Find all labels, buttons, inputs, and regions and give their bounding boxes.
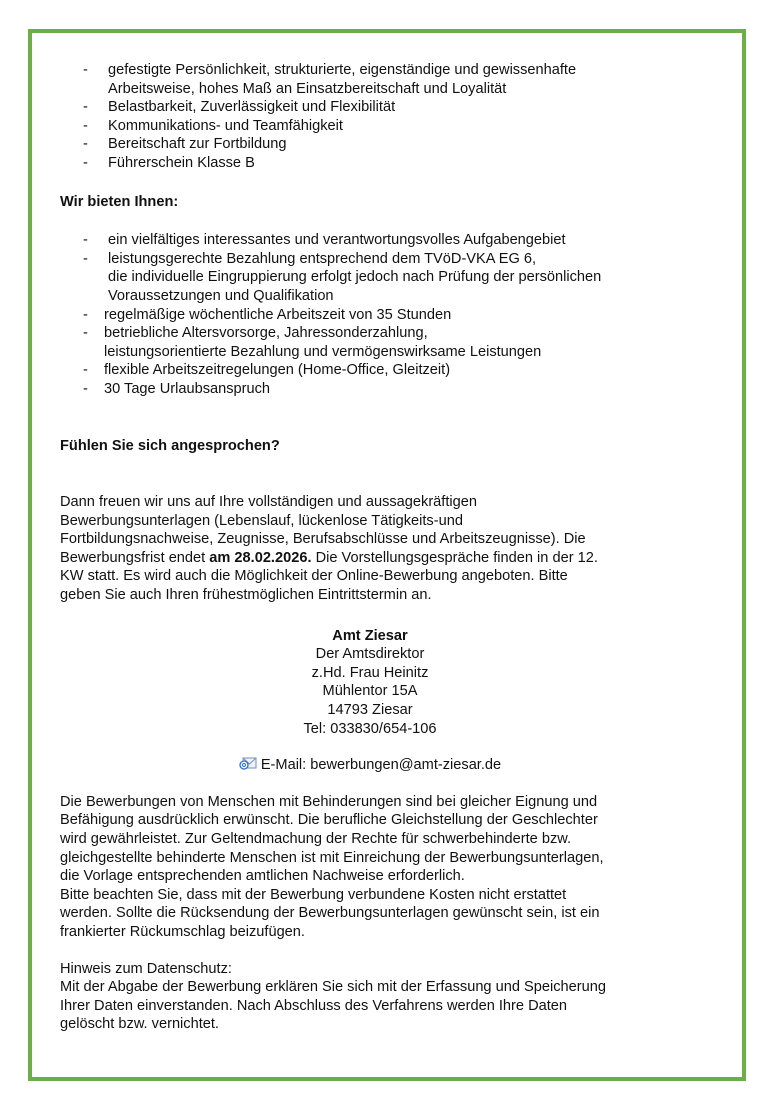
- address-phone: Tel: 033830/654-106: [303, 720, 437, 737]
- offer-item-text: leistungsgerechte Bezahlung entsprechend dem TVöD-VKA EG 6,: [108, 250, 537, 267]
- apply-line-5: KW statt. Es wird auch die Möglichkeit der Online-Bewerbung angeboten. Bitte: [60, 568, 568, 585]
- offer-heading: Wir bieten Ihnen:: [60, 193, 179, 210]
- requirement-item: [60, 154, 680, 173]
- address-title: Der Amtsdirektor: [315, 646, 425, 663]
- disability-line: werden. Sollte die Rücksendung der Bewerbungsunterlagen gewünscht sein, ist ein: [60, 905, 600, 922]
- privacy-paragraph: [60, 960, 680, 1034]
- offer-item: [60, 361, 680, 380]
- offer-item: [60, 231, 680, 250]
- bullet-dash: -: [83, 154, 88, 171]
- offer-item-text: regelmäßige wöchentliche Arbeitszeit von 35 Stunden: [104, 306, 452, 323]
- disability-line: gleichgestellte behinderte Menschen ist mit Einreichung der Bewerbungsunterlagen,: [60, 849, 604, 866]
- apply-line-4: [60, 549, 680, 568]
- address-org: Amt Ziesar: [332, 627, 408, 644]
- disability-line: Befähigung ausdrücklich erwünscht. Die berufliche Gleichstellung der Geschlechter: [60, 812, 598, 829]
- privacy-line: gelöscht bzw. vernichtet.: [60, 1016, 219, 1033]
- apply-line-1: Dann freuen wir uns auf Ihre vollständigen und aussagekräftigen: [60, 494, 477, 511]
- bullet-dash: -: [83, 62, 88, 78]
- requirement-item-text: Bereitschaft zur Fortbildung: [108, 136, 287, 153]
- requirement-item: [60, 117, 680, 136]
- address-city: 14793 Ziesar: [327, 702, 413, 719]
- requirement-item-text: Belastbarkeit, Zuverlässigkeit und Flexibilität: [108, 99, 396, 116]
- requirement-item-text: Arbeitsweise, hohes Maß an Einsatzbereitschaft und Loyalität: [108, 80, 507, 97]
- apply-line-3: Fortbildungsnachweise, Zeugnisse, Berufsabschlüsse und Arbeitszeugnisse). Die: [60, 531, 586, 548]
- requirement-item: [60, 61, 680, 98]
- address-block: [60, 627, 680, 739]
- requirement-item: [60, 98, 680, 117]
- bullet-dash: -: [83, 117, 88, 134]
- address-street: Mühlentor 15A: [322, 683, 418, 700]
- mail-icon: [239, 757, 257, 770]
- requirement-item-text: gefestigte Persönlichkeit, strukturierte, eigenständige und gewissenhafte: [108, 62, 577, 78]
- requirement-item-text: Kommunikations- und Teamfähigkeit: [108, 117, 343, 134]
- offer-item: [60, 324, 680, 361]
- offer-item-text: ein vielfältiges interessantes und verantwortungsvolles Aufgabengebiet: [108, 232, 566, 249]
- bullet-dash: -: [83, 306, 88, 323]
- deadline-suffix: Die Vorstellungsgespräche finden in der 12.: [311, 549, 598, 566]
- privacy-line: Mit der Abgabe der Bewerbung erklären Sie sich mit der Erfassung und Speicherung: [60, 979, 606, 996]
- offer-item-text: 30 Tage Urlaubsanspruch: [104, 380, 271, 397]
- email-address[interactable]: E-Mail: bewerbungen@amt-ziesar.de: [260, 757, 502, 774]
- privacy-line: Hinweis zum Datenschutz:: [60, 960, 232, 977]
- offer-item-text: die individuelle Eingruppierung erfolgt jedoch nach Prüfung der persönlichen: [108, 269, 602, 286]
- requirement-item: [60, 135, 680, 154]
- cta-heading: Fühlen Sie sich angesprochen?: [60, 437, 280, 454]
- privacy-line: Ihrer Daten einverstanden. Nach Abschluss des Verfahrens werden Ihre Daten: [60, 997, 568, 1014]
- application-paragraph: [60, 493, 680, 605]
- bullet-dash: -: [83, 362, 88, 379]
- bullet-dash: -: [83, 380, 88, 397]
- email-row: [60, 756, 680, 775]
- offer-item-text: flexible Arbeitszeitregelungen (Home-Office, Gleitzeit): [104, 362, 451, 379]
- bullet-dash: -: [83, 136, 88, 153]
- bullet-dash: -: [83, 250, 88, 267]
- deadline-prefix: Bewerbungsfrist endet: [60, 549, 210, 566]
- disability-line: Die Bewerbungen von Menschen mit Behinderungen sind bei gleicher Eignung und: [60, 793, 598, 810]
- bullet-dash: -: [83, 99, 88, 116]
- bullet-dash: -: [83, 325, 88, 342]
- disability-line: frankierter Rückumschlag beizufügen.: [60, 923, 305, 940]
- requirement-item-text: Führerschein Klasse B: [108, 154, 255, 171]
- deadline-date: am 28.02.2026.: [209, 549, 312, 566]
- offer-item-text: leistungsorientierte Bezahlung und vermögenswirksame Leistungen: [104, 343, 542, 360]
- offer-item: [60, 380, 680, 399]
- disability-line: die Vorlage entsprechenden amtlichen Nachweise erforderlich.: [60, 868, 465, 885]
- address-attn: z.Hd. Frau Heinitz: [311, 664, 429, 681]
- apply-line-2: Bewerbungsunterlagen (Lebenslauf, lückenlose Tätigkeits-und: [60, 512, 463, 529]
- offer-item-text: Voraussetzungen und Qualifikation: [108, 287, 334, 304]
- disability-line: wird gewährleistet. Zur Geltendmachung der Rechte für schwerbehinderte bzw.: [60, 831, 572, 847]
- disability-line: Bitte beachten Sie, dass mit der Bewerbung verbundene Kosten nicht erstattet: [60, 886, 567, 903]
- requirements-list: [60, 61, 680, 173]
- bullet-dash: -: [83, 232, 88, 249]
- document-body: [60, 61, 680, 1034]
- disability-paragraph: [60, 793, 680, 942]
- apply-line-6: geben Sie auch Ihren frühestmöglichen Eintrittstermin an.: [60, 587, 432, 604]
- offer-item-text: betriebliche Altersvorsorge, Jahressonderzahlung,: [104, 325, 428, 342]
- offer-item: [60, 306, 680, 325]
- offer-item: [60, 250, 680, 306]
- offers-list: [60, 231, 680, 398]
